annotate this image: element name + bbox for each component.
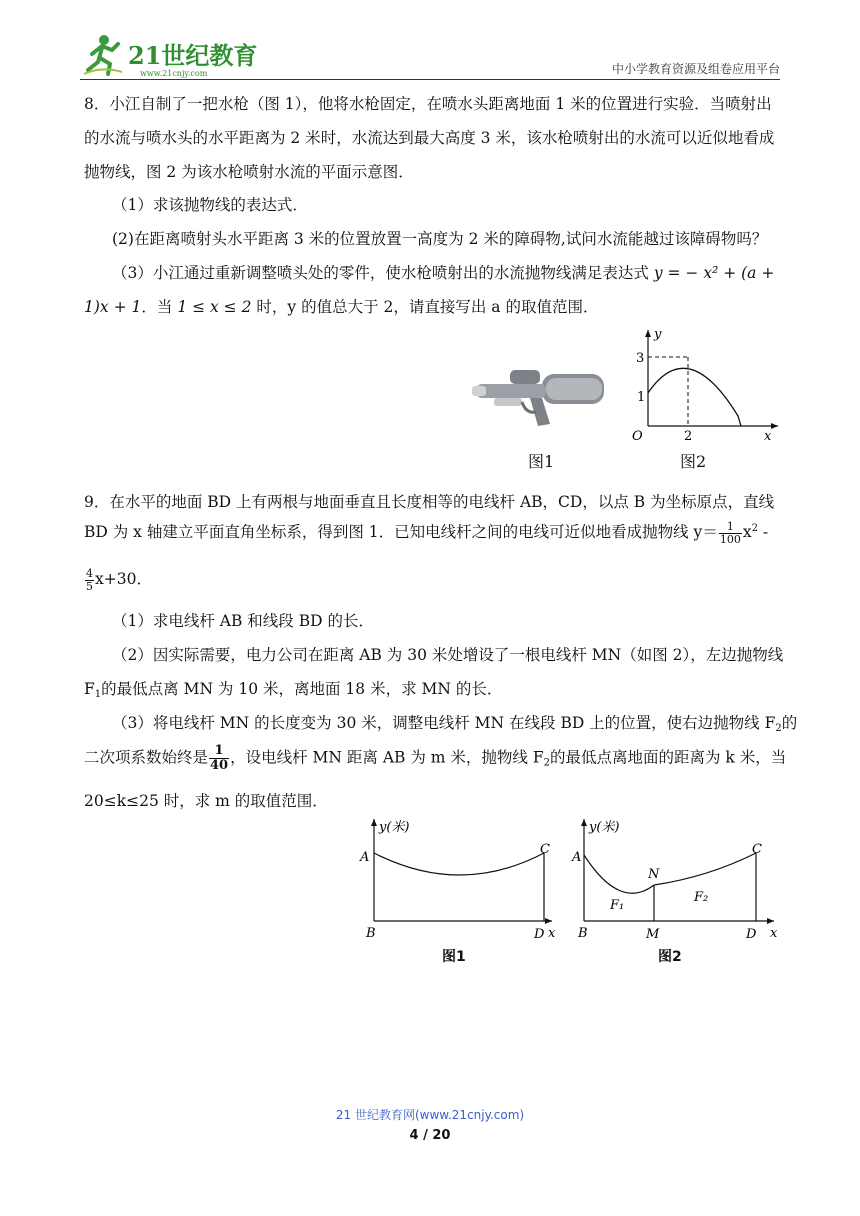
q9-exponent: 2	[751, 523, 758, 534]
q9-part3-line1: （3）将电线杆 MN 的长度变为 30 米，调整电线杆 MN 在线段 BD 上的位置，使右边抛物线 $F_2$的	[112, 714, 798, 734]
point-c-label: C	[752, 842, 762, 857]
q9-part2-line1: （2）因实际需要，电力公司在距离 AB 为 30 米处增设了一根电线杆 MN（如图 2），左边抛物线	[112, 646, 784, 664]
footer-site-link[interactable]: 21 世纪教育网(www.21cnjy.com)	[335, 1108, 525, 1122]
logo-text: 21世纪教育	[128, 41, 258, 70]
platform-name: 中小学教育资源及组卷应用平台	[611, 62, 780, 76]
fraction-4-5: $\frac{4}{5}$	[86, 566, 93, 593]
tick-3: 3	[636, 351, 645, 366]
logo-url: www.21cnjy.com	[140, 69, 208, 78]
q9-line2-text: BD 为 x 轴建立平面直角坐标系，得到图 1．已知电线杆之间的电线可近似地看成抛物线 y＝	[84, 523, 718, 541]
x-axis-label: x	[548, 926, 556, 941]
x-axis-arrow-icon	[771, 423, 778, 429]
point-m-label: M	[646, 927, 660, 942]
q9-minus: -	[757, 523, 769, 541]
q8-part3-text: （3）小江通过重新调整喷头处的零件，使水枪喷射出的水流抛物线满足表达式	[112, 264, 649, 282]
point-d-label: D	[746, 927, 757, 942]
fraction-1-100: $\frac{1}{100}$	[719, 519, 741, 546]
point-b-label: B	[366, 926, 376, 941]
q9-fig1-label: 图1	[442, 949, 466, 965]
x-axis-arrow-icon	[545, 918, 552, 924]
q8-fig2-graph	[628, 322, 788, 447]
y-axis-label: y(米)	[379, 820, 410, 835]
q8-fig2-label: 图2	[680, 452, 707, 471]
wire-f1	[584, 855, 654, 893]
q8-line3: 抛物线，图 2 为该水枪喷射水流的平面示意图．	[84, 163, 414, 181]
q8-condition: 1 ≤ x ≤ 2	[177, 298, 252, 316]
site-logo	[82, 30, 262, 80]
point-n-label: N	[648, 867, 660, 882]
q9-part3-line3: 20≤k≤25 时，求 m 的取值范围．	[84, 792, 328, 810]
q9-fig2-graph	[568, 815, 783, 945]
q8-line2: 的水流与喷水头的水平距离为 2 米时，水流达到最大高度 3 米，该水枪喷射出的水流可以近似地看成	[84, 129, 775, 147]
y-axis-label: y(米)	[589, 820, 620, 835]
point-d-label: D	[534, 927, 545, 942]
y-axis-label: y	[654, 327, 662, 342]
q8-line1: 8．小江自制了一把水枪（图 1），他将水枪固定，在喷水头距离地面 1 米的位置进行实验．当喷射出	[84, 95, 772, 113]
y-axis-arrow-icon	[645, 330, 651, 337]
q9-part1: （1）求电线杆 AB 和线段 BD 的长．	[112, 612, 374, 630]
point-a-label: A	[572, 850, 582, 865]
q9-line1: 9．在水平的地面 BD 上有两根与地面垂直且长度相等的电线杆 AB，CD，以点 B 为坐标原点，直线	[84, 493, 775, 511]
q8-part3-line1	[112, 261, 774, 283]
q9-line2	[84, 520, 768, 546]
x-axis-arrow-icon	[767, 918, 774, 924]
q8-formula-end: 1)x + 1	[84, 298, 142, 316]
curve-f2-label: F₂	[694, 890, 709, 905]
q8-part3-line2	[84, 295, 598, 317]
point-c-label: C	[540, 842, 550, 857]
page-number: 4 / 20	[409, 1128, 451, 1143]
point-b-label: B	[578, 926, 588, 941]
tick-1: 1	[637, 390, 646, 405]
q9-x: x	[742, 523, 752, 541]
wire-curve	[374, 853, 544, 875]
q8-part1: （1）求该抛物线的表达式．	[112, 196, 308, 214]
q9-line3-text: x+30．	[95, 570, 152, 588]
q8-fig1-label: 图1	[528, 452, 555, 471]
q9-fig2-label: 图2	[658, 949, 682, 965]
tick-2: 2	[684, 429, 693, 444]
header-divider	[80, 79, 780, 80]
origin-label: O	[632, 429, 643, 444]
y-axis-arrow-icon	[371, 819, 377, 826]
runner-icon	[84, 35, 122, 74]
q9-line3	[84, 567, 152, 593]
water-gun-image	[470, 362, 610, 432]
q8-part2: (2)在距离喷射头水平距离 3 米的位置放置一高度为 2 米的障碍物,试问水流能越过该障碍物吗？	[112, 230, 768, 248]
q9-part2-line2: $F_1$的最低点离 MN 为 10 米，离地面 18 米，求 MN 的长．	[84, 680, 503, 700]
q9-fig1-graph	[352, 815, 562, 945]
point-a-label: A	[360, 850, 370, 865]
q9-part3-line2: 二次项系数始终是 $\frac{1}{40}$ ，设电线杆 MN 距离 AB 为 m 米，抛物线 $F_2$的最低点离地面的距离为 k 米，当	[84, 743, 787, 773]
q8-part3-formula: y = − x² + (a +	[653, 264, 775, 282]
x-axis-label: x	[770, 926, 778, 941]
curve-f1-label: F₁	[610, 898, 625, 913]
parabola-curve	[648, 368, 741, 426]
fraction-1-40: $\frac{1}{40}$	[210, 743, 229, 773]
y-axis-arrow-icon	[581, 819, 587, 826]
x-axis-label: x	[764, 429, 772, 444]
q8-question: 时，y 的值总大于 2，请直接写出 a 的取值范围．	[256, 298, 599, 316]
wire-f2	[654, 853, 756, 885]
q8-text: ．当	[141, 298, 173, 316]
